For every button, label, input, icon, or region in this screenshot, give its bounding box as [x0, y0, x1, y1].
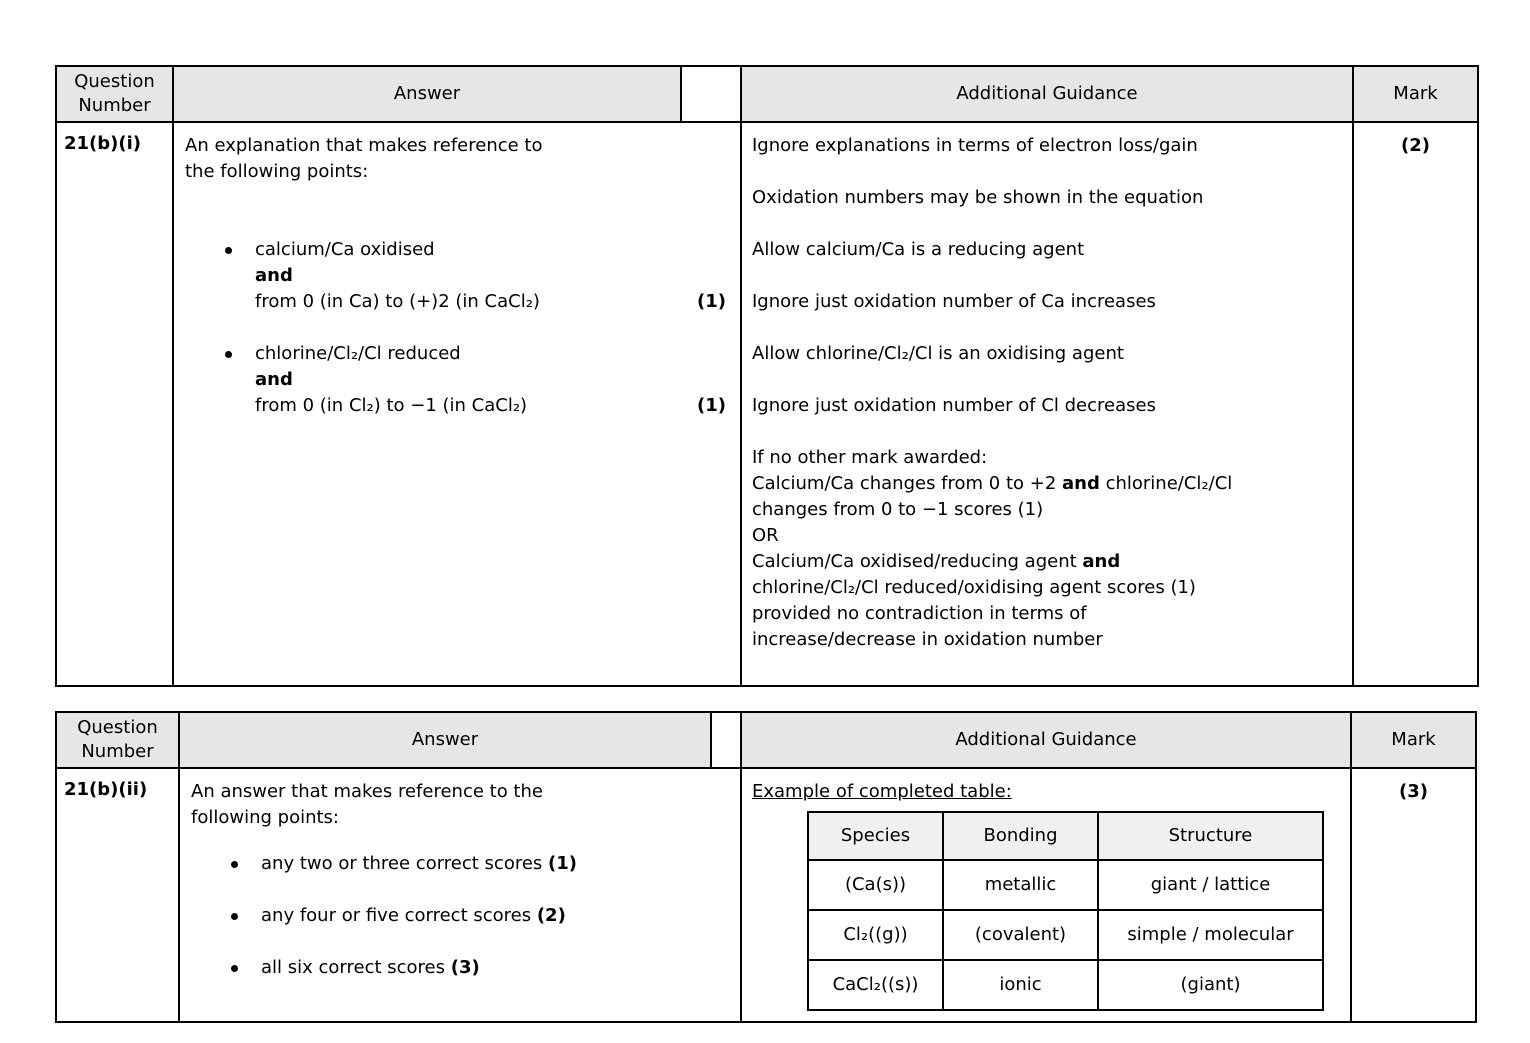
- completed-table-caption: Example of completed table:: [752, 781, 1012, 802]
- bullet-icon: [225, 237, 255, 315]
- structure-cell: simple / molecular: [1098, 910, 1323, 960]
- guidance-line: provided no contradiction in terms of: [752, 603, 1087, 624]
- structure-cell: (giant): [1098, 960, 1323, 1010]
- inner-table-row: [808, 960, 1323, 1010]
- bullet-icon: [225, 341, 255, 419]
- inner-table-header-row: [808, 812, 1323, 860]
- species-cell: (Ca(s)): [808, 860, 943, 910]
- guidance-line: Allow calcium/Ca is a reducing agent: [752, 239, 1085, 260]
- points-column-header: [681, 66, 741, 122]
- answer-cell: [173, 122, 741, 686]
- point-mark: (1): [548, 853, 577, 874]
- question-number-header: Question Number: [56, 712, 179, 768]
- guidance-line: OR: [752, 525, 779, 546]
- guidance-line: If no other mark awarded:: [752, 447, 988, 468]
- answer-header: Answer: [173, 66, 681, 122]
- answer-intro-line1: An answer that makes reference to the: [191, 781, 543, 802]
- points-column-header: [711, 712, 741, 768]
- guidance-line: Ignore explanations in terms of electron loss/gain: [752, 135, 1198, 156]
- guidance-line: chlorine/Cl₂/Cl reduced/oxidising agent scores (1): [752, 577, 1196, 598]
- guidance-line: changes from 0 to −1 scores (1): [752, 499, 1044, 520]
- inner-table-row: [808, 860, 1323, 910]
- guidance-line: Oxidation numbers may be shown in the equation: [752, 187, 1204, 208]
- answer-point-3: [231, 955, 726, 981]
- question-number-header: Question Number: [56, 66, 173, 122]
- answer-intro: [185, 133, 726, 185]
- mark-header: Mark: [1351, 712, 1476, 768]
- point-line: chlorine/Cl₂/Cl reduced: [255, 343, 461, 364]
- answer-point-2-content: [255, 341, 726, 419]
- point-mark: (2): [536, 905, 566, 926]
- inner-table-row: [808, 910, 1323, 960]
- bullet-icon: [231, 903, 261, 929]
- answer-point-1-content: any two or three correct scores (1): [261, 853, 577, 874]
- table2-body-row: [56, 768, 1476, 1022]
- bold-and: and: [1082, 551, 1121, 572]
- point-mark: (1): [697, 291, 726, 312]
- mark-header: Mark: [1353, 66, 1478, 122]
- point-line-with-mark: [255, 289, 726, 315]
- question-21bii-table: [55, 711, 1477, 1023]
- guidance-line: Calcium/Ca changes from 0 to +2 and chlorine/Cl₂/Cl: [752, 473, 1233, 494]
- bullet-icon: [231, 955, 261, 981]
- species-cell: CaCl₂((s)): [808, 960, 943, 1010]
- guidance-line: Calcium/Ca oxidised/reducing agent and: [752, 551, 1121, 572]
- point-and: and: [255, 369, 293, 390]
- point-line: calcium/Ca oxidised: [255, 239, 435, 260]
- additional-guidance-header: Additional Guidance: [741, 66, 1353, 122]
- answer-point-1: [231, 851, 726, 877]
- point-mark: (1): [697, 395, 726, 416]
- bullet-icon: [231, 851, 261, 877]
- bonding-cell: (covalent): [943, 910, 1098, 960]
- answer-intro-line2: following points:: [191, 807, 339, 828]
- species-header: Species: [808, 812, 943, 860]
- no-other-mark-block: [752, 445, 1342, 653]
- guidance-line: Ignore just oxidation number of Ca increases: [752, 291, 1156, 312]
- additional-guidance-header: Additional Guidance: [741, 712, 1351, 768]
- guidance-line: Allow chlorine/Cl₂/Cl is an oxidising agent: [752, 343, 1124, 364]
- bonding-header: Bonding: [943, 812, 1098, 860]
- point-line-with-mark: [255, 393, 726, 419]
- mark-cell: (3): [1351, 768, 1476, 1022]
- structure-cell: giant / lattice: [1098, 860, 1323, 910]
- table2-header-row: [56, 712, 1476, 768]
- answer-intro-line2: the following points:: [185, 161, 369, 182]
- answer-header: Answer: [179, 712, 711, 768]
- answer-point-2: [231, 903, 726, 929]
- question-number-cell: 21(b)(i): [56, 122, 173, 686]
- guidance-cell: [741, 122, 1353, 686]
- question-number-cell: 21(b)(ii): [56, 768, 179, 1022]
- guidance-cell: [741, 768, 1351, 1022]
- question-21bi-table: [55, 65, 1479, 687]
- bonding-cell: metallic: [943, 860, 1098, 910]
- guidance-line: increase/decrease in oxidation number: [752, 629, 1103, 650]
- mark-cell: (2): [1353, 122, 1478, 686]
- answer-point-2-content: any four or five correct scores (2): [261, 905, 566, 926]
- answer-intro: [191, 779, 726, 831]
- bold-and: and: [1062, 473, 1100, 494]
- species-cell: Cl₂((g)): [808, 910, 943, 960]
- answer-point-3-content: all six correct scores (3): [261, 957, 480, 978]
- table1-body-row: [56, 122, 1478, 686]
- guidance-line: Ignore just oxidation number of Cl decreases: [752, 395, 1156, 416]
- point-mark: (3): [450, 957, 480, 978]
- answer-point-1: [225, 237, 726, 315]
- answer-point-2: [225, 341, 726, 419]
- point-line: from 0 (in Cl₂) to −1 (in CaCl₂): [255, 395, 528, 416]
- answer-intro-line1: An explanation that makes reference to: [185, 135, 543, 156]
- answer-point-1-content: [255, 237, 726, 315]
- answer-cell: [179, 768, 741, 1022]
- table1-header-row: [56, 66, 1478, 122]
- point-line: from 0 (in Ca) to (+)2 (in CaCl₂): [255, 291, 540, 312]
- completed-species-table: [807, 811, 1324, 1011]
- bonding-cell: ionic: [943, 960, 1098, 1010]
- structure-header: Structure: [1098, 812, 1323, 860]
- point-and: and: [255, 265, 293, 286]
